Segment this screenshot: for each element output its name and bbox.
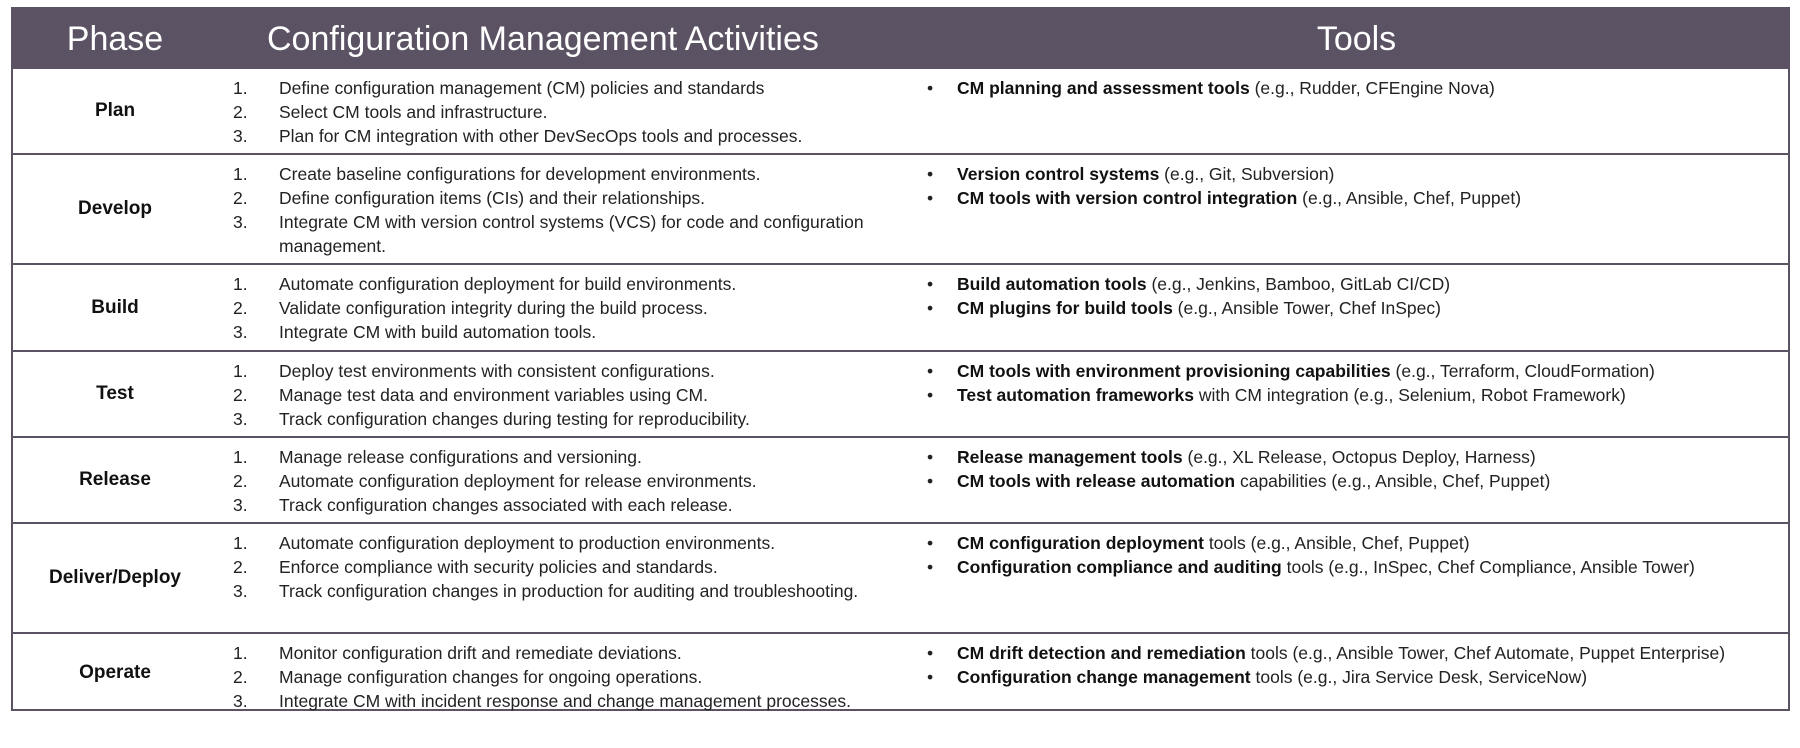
tool-item (925, 469, 1778, 493)
table-header (13, 9, 1788, 69)
activity-number: 3. (233, 581, 248, 601)
tool-examples: (e.g., Terraform, CloudFormation) (1390, 361, 1655, 381)
tool-examples: (e.g., Jenkins, Bamboo, GitLab CI/CD) (1146, 274, 1451, 294)
activities-cell (217, 352, 925, 436)
activity-item (217, 186, 925, 210)
activities-cell (217, 524, 925, 632)
bullet-icon: • (927, 447, 934, 467)
activity-number: 3. (233, 212, 248, 232)
tool-category: CM tools with release automation (957, 471, 1236, 491)
tool-text (957, 555, 1778, 579)
table-row (13, 522, 1788, 632)
tool-text (957, 469, 1778, 493)
tools-cell (925, 524, 1788, 632)
activity-number: 3. (233, 495, 248, 515)
tool-examples: with CM integration (e.g., Selenium, Robot Framework) (1193, 385, 1626, 405)
tool-item (925, 665, 1778, 689)
activity-number: 1. (233, 643, 248, 663)
tool-text (957, 641, 1778, 665)
tool-item (925, 296, 1778, 320)
phase-cell: Operate (79, 661, 151, 683)
activity-text: Automate configuration deployment for build environments. (279, 274, 737, 294)
activity-item (217, 383, 925, 407)
activity-item (217, 100, 925, 124)
activity-text: Deploy test environments with consistent configurations. (279, 361, 715, 381)
activities-cell (217, 634, 925, 711)
activity-number: 3. (233, 691, 248, 711)
tool-item (925, 383, 1778, 407)
tools-cell (925, 155, 1788, 263)
tool-item (925, 272, 1778, 296)
activity-text: Monitor configuration drift and remediate deviations. (279, 643, 682, 663)
tool-category: CM tools with version control integration (957, 188, 1298, 208)
tool-category: CM tools with environment provisioning capabilities (957, 361, 1391, 381)
bullet-icon: • (927, 361, 934, 381)
activity-text: Automate configuration deployment for release environments. (279, 471, 757, 491)
activity-item (217, 445, 925, 469)
bullet-icon: • (927, 274, 934, 294)
activity-item (217, 272, 925, 296)
activity-number: 2. (233, 471, 248, 491)
tool-item (925, 76, 1778, 100)
activities-cell (217, 265, 925, 350)
activity-number: 2. (233, 188, 248, 208)
tool-text (957, 445, 1778, 469)
bullet-icon: • (927, 164, 934, 184)
activity-text: Integrate CM with build automation tools. (279, 322, 597, 342)
activity-text: Plan for CM integration with other DevSecOps tools and processes. (279, 126, 803, 146)
activity-text: Enforce compliance with security policies and standards. (279, 557, 718, 577)
phase-cell: Build (91, 296, 139, 318)
tool-item (925, 186, 1778, 210)
activity-number: 1. (233, 447, 248, 467)
activity-item (217, 555, 925, 579)
tool-examples: (e.g., Git, Subversion) (1159, 164, 1335, 184)
bullet-icon: • (927, 533, 934, 553)
tool-examples: tools (e.g., Ansible Tower, Chef Automate, Puppet Enterprise) (1245, 643, 1726, 663)
phase-cell: Release (79, 469, 151, 490)
tool-item (925, 445, 1778, 469)
table-row (13, 263, 1788, 350)
activity-number: 2. (233, 557, 248, 577)
tool-item (925, 555, 1778, 579)
activity-number: 3. (233, 126, 248, 146)
tool-item (925, 162, 1778, 186)
tools-cell (925, 634, 1788, 711)
tool-examples: tools (e.g., Jira Service Desk, ServiceNow) (1250, 667, 1588, 687)
bullet-icon: • (927, 643, 934, 663)
tools-cell (925, 69, 1788, 153)
activities-cell (217, 155, 925, 263)
tool-category: CM drift detection and remediation (957, 643, 1246, 663)
bullet-icon: • (927, 471, 934, 491)
activity-item (217, 493, 925, 517)
activity-text: Integrate CM with version control systems (VCS) for code and configuration management. (279, 212, 864, 256)
tool-text (957, 272, 1778, 296)
tool-category: Release management tools (957, 447, 1183, 467)
activity-text: Track configuration changes associated with each release. (279, 495, 733, 515)
tool-text (957, 531, 1778, 555)
activity-item (217, 579, 925, 603)
activity-text: Define configuration items (CIs) and their relationships. (279, 188, 706, 208)
tool-category: Configuration change management (957, 667, 1251, 687)
activity-text: Track configuration changes during testing for reproducibility. (279, 409, 750, 429)
phase-cell: Plan (94, 100, 136, 121)
activity-text: Manage test data and environment variables using CM. (279, 385, 708, 405)
tool-category: Configuration compliance and auditing (957, 557, 1282, 577)
tool-text (957, 162, 1778, 186)
activity-item (217, 531, 925, 555)
tool-text (957, 186, 1778, 210)
activity-number: 1. (233, 164, 248, 184)
activity-text: Track configuration changes in production for auditing and troubleshooting. (279, 581, 859, 601)
tool-category: CM planning and assessment tools (957, 78, 1250, 98)
tool-examples: tools (e.g., Ansible, Chef, Puppet) (1203, 533, 1470, 553)
activity-item (217, 469, 925, 493)
tool-text (957, 296, 1778, 320)
activity-number: 1. (233, 274, 248, 294)
table-row (13, 350, 1788, 436)
tool-category: Build automation tools (957, 274, 1147, 294)
activity-number: 2. (233, 102, 248, 122)
activity-item (217, 320, 925, 344)
activity-text: Create baseline configurations for development environments. (279, 164, 761, 184)
activity-item (217, 641, 925, 665)
activity-item (217, 407, 925, 431)
tool-text (957, 359, 1778, 383)
phase-cell: Develop (78, 198, 152, 219)
activity-number: 2. (233, 667, 248, 687)
activity-item (217, 210, 925, 258)
tools-cell (925, 265, 1788, 350)
tool-text (957, 665, 1778, 689)
activity-number: 1. (233, 78, 248, 98)
header-phase: Phase (66, 19, 164, 58)
activity-item (217, 162, 925, 186)
activity-item (217, 124, 925, 148)
activity-number: 1. (233, 533, 248, 553)
tool-examples: tools (e.g., InSpec, Chef Compliance, Ansible Tower) (1281, 557, 1695, 577)
tool-category: Version control systems (957, 164, 1160, 184)
header-activities: Configuration Management Activities (267, 19, 819, 58)
tool-examples: (e.g., Ansible, Chef, Puppet) (1297, 188, 1522, 208)
bullet-icon: • (927, 557, 934, 577)
tool-examples: capabilities (e.g., Ansible, Chef, Puppet) (1235, 471, 1551, 491)
activity-item (217, 76, 925, 100)
activity-item (217, 665, 925, 689)
table-row (13, 632, 1788, 711)
table-body (13, 69, 1788, 711)
tool-item (925, 359, 1778, 383)
activity-item (217, 359, 925, 383)
activity-number: 2. (233, 385, 248, 405)
bullet-icon: • (927, 385, 934, 405)
bullet-icon: • (927, 667, 934, 687)
activities-cell (217, 438, 925, 522)
bullet-icon: • (927, 188, 934, 208)
activity-text: Manage configuration changes for ongoing operations. (279, 667, 703, 687)
activity-number: 1. (233, 361, 248, 381)
table-row (13, 436, 1788, 522)
tool-examples: (e.g., Rudder, CFEngine Nova) (1249, 78, 1495, 98)
tool-item (925, 641, 1778, 665)
tool-category: Test automation frameworks (957, 385, 1194, 405)
tool-examples: (e.g., Ansible Tower, Chef InSpec) (1172, 298, 1441, 318)
tool-examples: (e.g., XL Release, Octopus Deploy, Harness) (1182, 447, 1536, 467)
tool-text (957, 383, 1778, 407)
activity-text: Manage release configurations and versioning. (279, 447, 642, 467)
tools-cell (925, 438, 1788, 522)
tool-category: CM configuration deployment (957, 533, 1204, 553)
activity-text: Define configuration management (CM) policies and standards (279, 78, 765, 98)
activity-text: Select CM tools and infrastructure. (279, 102, 548, 122)
activity-text: Automate configuration deployment to production environments. (279, 533, 776, 553)
phase-cell: Deliver/Deploy (49, 567, 181, 588)
activity-number: 3. (233, 322, 248, 342)
activity-text: Validate configuration integrity during the build process. (279, 298, 708, 318)
activity-number: 2. (233, 298, 248, 318)
table-row (13, 69, 1788, 153)
tool-item (925, 531, 1778, 555)
tool-category: CM plugins for build tools (957, 298, 1173, 318)
activities-cell (217, 69, 925, 153)
header-tools: Tools (1316, 19, 1397, 58)
activity-item (217, 689, 925, 713)
tools-cell (925, 352, 1788, 436)
phase-cell: Test (96, 383, 134, 404)
activity-text: Integrate CM with incident response and change management processes. (279, 691, 851, 711)
activity-item (217, 296, 925, 320)
cm-phase-table (11, 7, 1790, 711)
bullet-icon: • (927, 298, 934, 318)
table-row (13, 153, 1788, 263)
activity-number: 3. (233, 409, 248, 429)
tool-text (957, 76, 1778, 100)
bullet-icon: • (927, 78, 934, 98)
